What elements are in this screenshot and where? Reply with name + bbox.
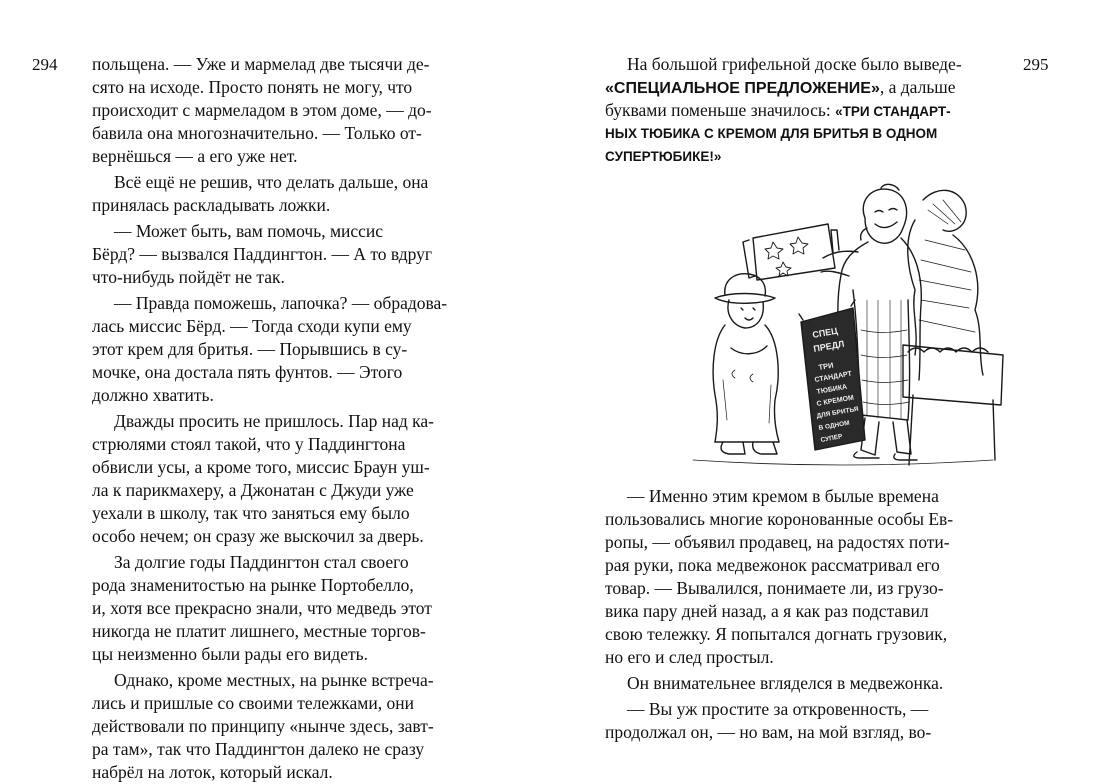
- bear-figure: [713, 274, 779, 454]
- text-line: Однако, кроме местных, на рынке встреча-: [114, 670, 434, 690]
- left-page: [0, 0, 549, 783]
- right-page: [549, 0, 1099, 783]
- text-line: товар. — Вывалился, понимаете ли, из грузо-: [605, 578, 944, 598]
- board-text: ПРЕДЛ: [812, 338, 846, 354]
- right-intro-column: [605, 53, 1011, 168]
- text-line: набрёл на лоток, который искал.: [92, 762, 333, 782]
- board-text: С КРЕМОМ: [816, 394, 855, 408]
- board-text: ДЛЯ БРИТЬЯ: [816, 405, 860, 420]
- text-line: и, хотя все прекрасно знали, что медведь этот: [92, 598, 432, 618]
- text-line: — Правда поможешь, лапочка? — обрадова-: [114, 293, 448, 313]
- page-number-left: 294: [32, 55, 58, 74]
- text-line: Он внимательнее вгляделся в медвежонка.: [627, 673, 944, 693]
- text-line: стрюлями стоял такой, что у Паддингтона: [92, 434, 406, 454]
- left-text-column: [92, 53, 496, 784]
- text-line: За долгие годы Паддингтон стал своего: [114, 552, 409, 572]
- text-line: принялась раскладывать ложки.: [92, 195, 331, 215]
- text-fragment: , а дальше: [879, 77, 956, 97]
- text-line: ропы, — объявил продавец, на радостях поти-: [605, 532, 950, 552]
- text-line: лась миссис Бёрд. — Тогда сходи купи ему: [92, 316, 412, 336]
- board-text: ТРИ: [817, 360, 835, 372]
- text-line: сято на исходе. Просто понять не могу, что: [92, 77, 413, 97]
- text-line: — Может быть, вам помочь, миссис: [114, 221, 384, 241]
- text-line: ла к парикмахеру, а Джонатан с Джуди уже: [92, 480, 414, 500]
- text-line: Дважды просить не пришлось. Пар над ка-: [114, 411, 434, 431]
- text-line: — Вы уж простите за откровенность, —: [627, 699, 929, 719]
- text-line: [605, 99, 1011, 122]
- board-text: ТЮБИКА: [816, 383, 848, 396]
- text-line: этот крем для бритья. — Порывшись в су-: [92, 339, 408, 359]
- text-line: бавила она многозначительно. — Только от-: [92, 123, 422, 143]
- text-line: уехали в школу, так что заняться ему было: [92, 503, 410, 523]
- text-line: действовали по принципу «нынче здесь, завт-: [92, 716, 434, 736]
- text-line: вика пару дней назад, а я как раз подставил: [605, 601, 929, 621]
- text-line: никогда не платит лишнего, местные торгов-: [92, 621, 426, 641]
- text-line: но его и след простыл.: [605, 647, 774, 667]
- board-text: СУПЕР: [820, 433, 844, 444]
- board-text: СПЕЦ: [811, 325, 839, 340]
- text-line: рая руки, пока медвежонок рассматривал его: [605, 555, 940, 575]
- text-line: ра там», так что Паддингтон далеко не сразу: [92, 739, 425, 759]
- special-offer-headline: «СПЕЦИАЛЬНОЕ ПРЕДЛОЖЕНИЕ»: [605, 80, 880, 97]
- text-line: Всё ещё не решив, что делать дальше, она: [114, 172, 429, 192]
- text-line: Бёрд? — вызвался Паддингтон. — А то вдруг: [92, 244, 433, 264]
- text-line: свою тележку. Я попытался догнать грузовик,: [605, 624, 948, 644]
- text-line: пользовались многие коронованные особы Ев-: [605, 509, 954, 529]
- text-line: — Именно этим кремом в былые времена: [627, 486, 939, 506]
- board-text: СТАНДАРТ: [814, 370, 853, 384]
- offer-subline: СУПЕРТЮБИКЕ!»: [605, 149, 722, 164]
- text-line: продолжал он, — но вам, на мой взгляд, во-: [605, 722, 932, 742]
- text-line: вернёшься — а его уже нет.: [92, 146, 298, 166]
- text-line: что-нибудь пойдёт не так.: [92, 267, 285, 287]
- text-line: особо нечем; он сразу же выскочил за дверь.: [92, 526, 424, 546]
- board-text: В ОДНОМ: [818, 419, 851, 432]
- illustration-trader-and-bear: [653, 180, 1023, 470]
- right-text-column: [605, 485, 1011, 744]
- text-line: цы неизменно были рады его видеть.: [92, 644, 368, 664]
- text-line: [605, 76, 1011, 99]
- text-line: должно хватить.: [92, 385, 214, 405]
- text-line: лись и пришлые со своими тележками, они: [92, 693, 414, 713]
- ground-line: [693, 460, 993, 465]
- page-number-right: 295: [1023, 55, 1049, 74]
- text-fragment: буквами поменьше значилось:: [605, 100, 836, 120]
- text-line: мочке, она достала пять фунтов. — Этого: [92, 362, 403, 382]
- text-line: обвисли усы, а кроме того, миссис Браун уш-: [92, 457, 430, 477]
- offer-subline: НЫХ ТЮБИКА С КРЕМОМ ДЛЯ БРИТЬЯ В ОДНОМ: [605, 126, 938, 141]
- offer-subline: «ТРИ СТАНДАРТ-: [835, 104, 951, 119]
- market-stall: [903, 190, 1003, 465]
- text-line: На большой грифельной доске было выведе-: [627, 54, 962, 74]
- text-line: рода знаменитостью на рынке Портобелло,: [92, 575, 414, 595]
- text-line: происходит с мармеладом в этом доме, — до-: [92, 100, 432, 120]
- text-line: польщена. — Уже и мармелад две тысячи де-: [92, 54, 430, 74]
